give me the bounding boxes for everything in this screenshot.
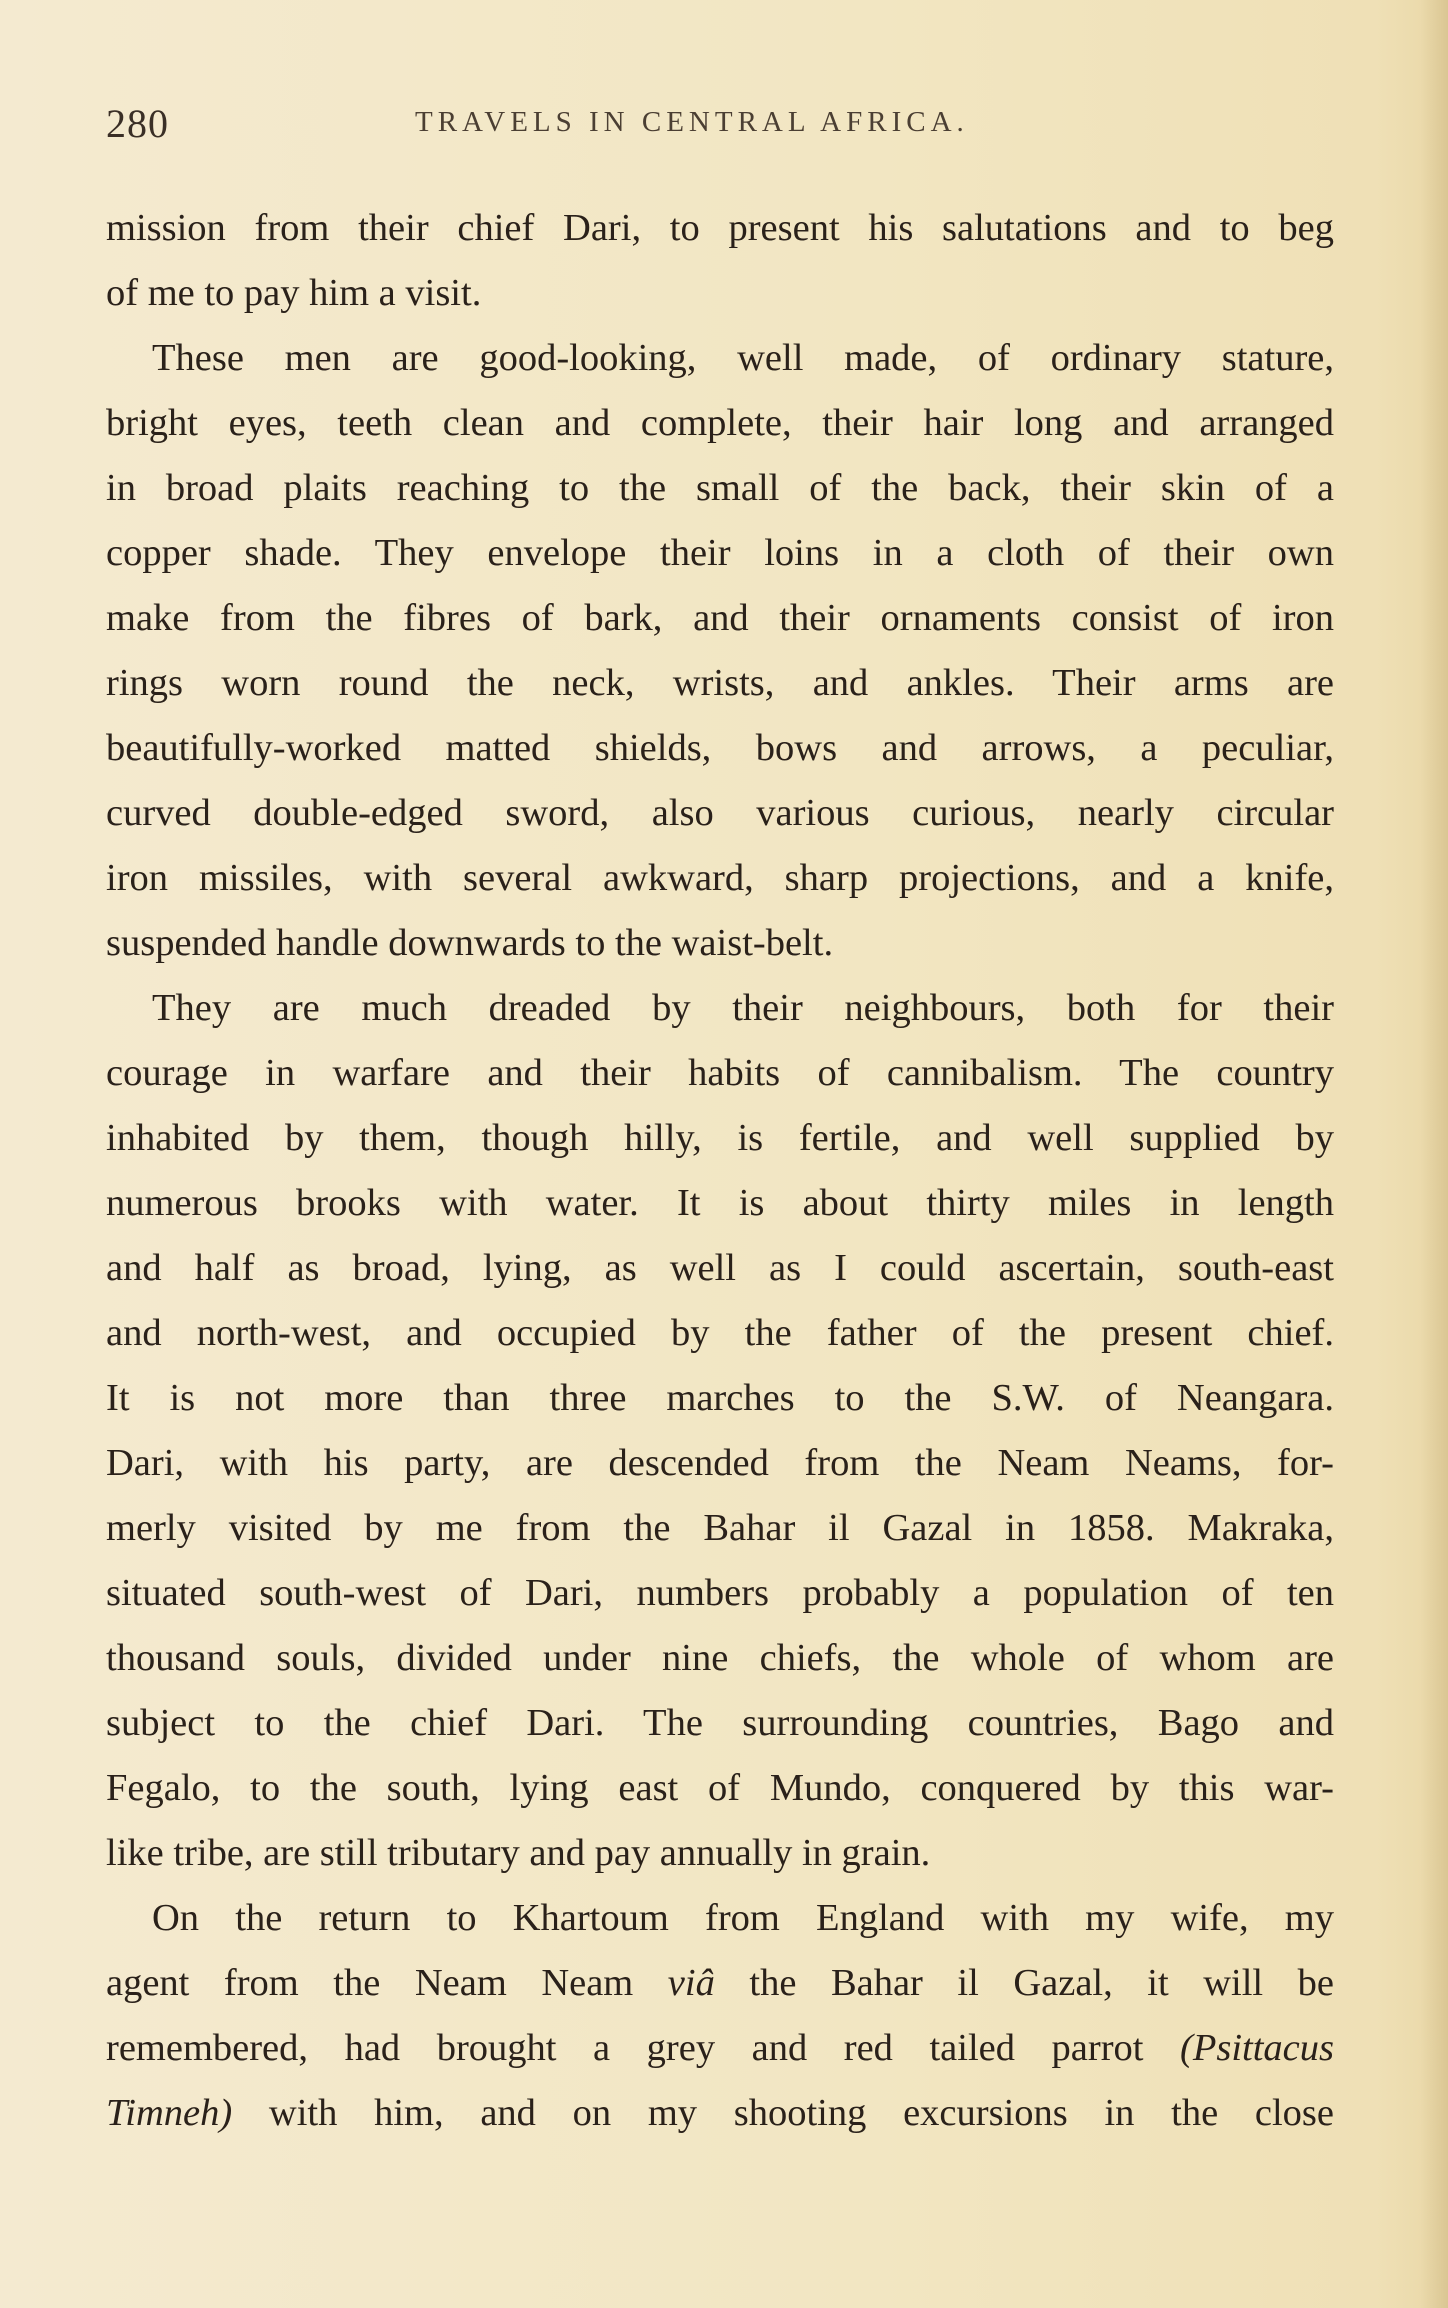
text-line: rings worn round the neck, wrists, and ankles. Their arms are: [106, 662, 1334, 704]
text-line: curved double-edged sword, also various curious, nearly circular: [106, 792, 1334, 834]
text-line: numerous brooks with water. It is about thirty miles in length: [106, 1182, 1334, 1224]
text-line: and half as broad, lying, as well as I could ascertain, south-east: [106, 1247, 1334, 1289]
text-line: [106, 1951, 1334, 2016]
text-line: iron missiles, with several awkward, sharp projections, and a knife,: [106, 857, 1334, 899]
paragraph-start-line: They are much dreaded by their neighbours, both for their: [152, 987, 1334, 1029]
text-line: It is not more than three marches to the S.W. of Neangara.: [106, 1377, 1334, 1419]
text-line: in broad plaits reaching to the small of the back, their skin of a: [106, 467, 1334, 509]
text-line: bright eyes, teeth clean and complete, their hair long and arranged: [106, 402, 1334, 444]
text-line: mission from their chief Dari, to present his salutations and to beg: [106, 207, 1334, 249]
paragraph-start-line: These men are good-looking, well made, of ordinary stature,: [152, 337, 1334, 379]
text-segment: the Bahar il Gazal, it will be: [714, 1962, 1334, 2004]
text-segment: agent from the Neam Neam: [106, 1962, 668, 2004]
text-line: suspended handle downwards to the waist-belt.: [106, 922, 834, 964]
running-head: [106, 100, 1026, 160]
text-line: beautifully-worked matted shields, bows and arrows, a peculiar,: [106, 727, 1334, 769]
italic-word: viâ: [667, 1962, 715, 2004]
text-line: like tribe, are still tributary and pay annually in grain.: [106, 1832, 931, 1874]
text-line: thousand souls, divided under nine chiefs, the whole of whom are: [106, 1637, 1334, 1679]
text-segment: with him, and on my shooting excursions in the close: [232, 2092, 1334, 2134]
text-line: [106, 2081, 1334, 2146]
paragraph-start-line: On the return to Khartoum from England with my wife, my: [152, 1897, 1334, 1939]
text-segment: remembered, had brought a grey and red tailed parrot: [106, 2027, 1181, 2069]
text-line: and north-west, and occupied by the father of the present chief.: [106, 1312, 1334, 1354]
text-line: Fegalo, to the south, lying east of Mundo, conquered by this war-: [106, 1767, 1334, 1809]
page-number: 280: [106, 101, 169, 146]
text-line: copper shade. They envelope their loins in a cloth of their own: [106, 532, 1334, 574]
text-line: subject to the chief Dari. The surrounding countries, Bago and: [106, 1702, 1334, 1744]
text-line: make from the fibres of bark, and their ornaments consist of iron: [106, 597, 1334, 639]
running-title: TRAVELS IN CENTRAL AFRICA.: [415, 106, 969, 138]
text-line: of me to pay him a visit.: [106, 272, 482, 314]
page-edge-shadow: [1420, 0, 1448, 2308]
italic-species-name: (Psittacus: [1180, 2027, 1334, 2069]
text-line: [106, 2016, 1334, 2081]
body-text: [106, 196, 1334, 2146]
text-line: courage in warfare and their habits of cannibalism. The country: [106, 1052, 1334, 1094]
italic-species-name: Timneh): [106, 2092, 233, 2134]
text-line: situated south-west of Dari, numbers probably a population of ten: [106, 1572, 1334, 1614]
text-line: merly visited by me from the Bahar il Gazal in 1858. Makraka,: [106, 1507, 1334, 1549]
text-line: inhabited by them, though hilly, is fertile, and well supplied by: [106, 1117, 1334, 1159]
text-line: Dari, with his party, are descended from the Neam Neams, for-: [106, 1442, 1334, 1484]
